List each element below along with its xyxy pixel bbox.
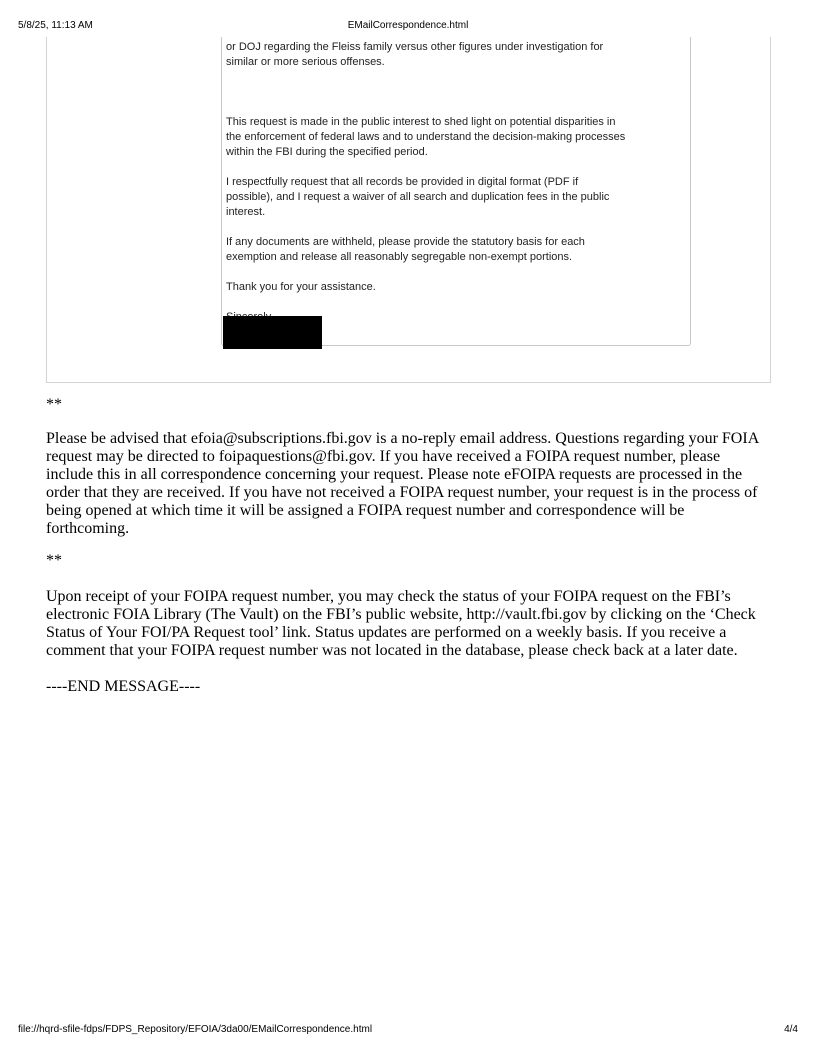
- page-number: 4/4: [784, 1024, 798, 1035]
- redaction-block: [223, 316, 322, 349]
- end-message: ----END MESSAGE----: [46, 678, 201, 695]
- email-paragraph-2: This request is made in the public interest to shed light on potential disparities in the enforcement of federal laws and to understand the decision-making processes within the FBI during the specified period.: [226, 116, 626, 158]
- print-file-path: file://hqrd-sfile-fdps/FDPS_Repository/EFOIA/3da00/EMailCorrespondence.html: [18, 1024, 373, 1035]
- separator-stars-2: **: [46, 552, 62, 569]
- email-paragraph-3: I respectfully request that all records be provided in digital format (PDF if possible), and I request a waiver of all search and duplication fees in the public interest.: [226, 176, 610, 218]
- status-check-notice: Upon receipt of your FOIPA request number, you may check the status of your FOIPA request on the FBI’s electronic FOIA Library (The Vault) on the FBI’s public website, http://vault.fbi.gov by clicking on the ‘Check Status of Your FOI/PA Request tool’ link. Status updates are performed on a weekly basis. If you receive a comment that your FOIPA request number was not located in the database, please check back at a later date.: [46, 588, 756, 659]
- no-reply-notice: Please be advised that efoia@subscriptions.fbi.gov is a no-reply email address. Questions regarding your FOIA request may be directed to foipaquestions@fbi.gov. If you have received a FOIPA request number, please include this in all correspondence concerning your request. Please note eFOIPA requests are processed in the order that they are received. If you have not received a FOIPA request number, your request is in the process of being opened at which time it will be assigned a FOIPA request number and correspondence will be forthcoming.: [46, 430, 759, 537]
- email-paragraph-1: or DOJ regarding the Fleiss family versus other figures under investigation for similar or more serious offenses.: [226, 41, 604, 68]
- separator-stars-1: **: [46, 396, 62, 413]
- print-date: 5/8/25, 11:13 AM: [18, 20, 93, 31]
- print-title: EMailCorrespondence.html: [347, 20, 469, 31]
- email-paragraph-4: If any documents are withheld, please provide the statutory basis for each exemption and release all reasonably segregable non-exempt portions.: [226, 236, 585, 263]
- email-paragraph-5: Thank you for your assistance.: [226, 281, 376, 293]
